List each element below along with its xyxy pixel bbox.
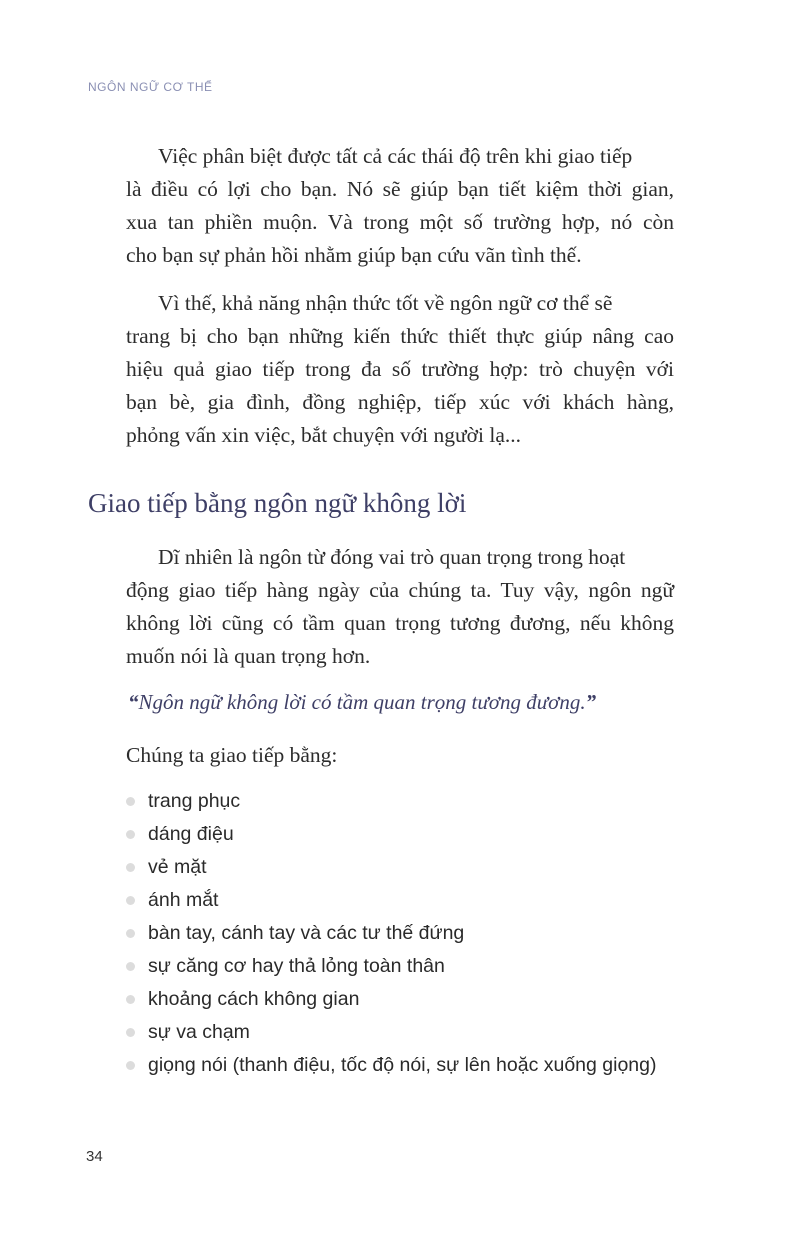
list-item-text: khoảng cách không gian bbox=[148, 988, 360, 1010]
bullet-icon bbox=[126, 1061, 135, 1070]
list-item bbox=[126, 983, 657, 1016]
section-heading: Giao tiếp bằng ngôn ngữ không lời bbox=[88, 488, 467, 518]
list-item-text: giọng nói (thanh điệu, tốc độ nói, sự lên hoặc xuống giọng) bbox=[148, 1054, 657, 1076]
paragraph-line: là điều có lợi cho bạn. Nó sẽ giúp bạn tiết kiệm thời gian, bbox=[126, 177, 674, 201]
list-item bbox=[126, 851, 657, 884]
bullet-icon bbox=[126, 830, 135, 839]
bullet-icon bbox=[126, 896, 135, 905]
list-item-text: vẻ mặt bbox=[148, 856, 207, 878]
list-item bbox=[126, 1016, 657, 1049]
paragraph-line: Dĩ nhiên là ngôn từ đóng vai trò quan trọng trong hoạt bbox=[158, 545, 626, 569]
section-paragraph bbox=[126, 541, 674, 673]
quote-text: Ngôn ngữ không lời có tầm quan trọng tương đương. bbox=[138, 690, 586, 714]
list-item bbox=[126, 884, 657, 917]
quote-close-mark: ” bbox=[585, 690, 597, 714]
page-number: 34 bbox=[86, 1148, 103, 1165]
paragraph-line: xua tan phiền muộn. Và trong một số trường hợp, nó còn bbox=[126, 210, 674, 234]
list-item-text: trang phục bbox=[148, 790, 241, 812]
list-intro: Chúng ta giao tiếp bằng: bbox=[126, 743, 338, 767]
paragraph-2 bbox=[126, 287, 674, 452]
paragraph-line: Việc phân biệt được tất cả các thái độ trên khi giao tiếp bbox=[158, 144, 633, 168]
paragraph-line: trang bị cho bạn những kiến thức thiết thực giúp nâng cao bbox=[126, 324, 674, 348]
paragraph-line: không lời cũng có tầm quan trọng tương đương, nếu không bbox=[126, 611, 674, 635]
bullet-icon bbox=[126, 929, 135, 938]
paragraph-line: hiệu quả giao tiếp trong đa số trường hợp: trò chuyện với bbox=[126, 357, 674, 381]
bullet-icon bbox=[126, 995, 135, 1004]
list-item bbox=[126, 1049, 657, 1082]
list-item-text: ánh mắt bbox=[148, 889, 219, 911]
pull-quote bbox=[128, 690, 596, 715]
bullet-icon bbox=[126, 1028, 135, 1037]
paragraph-line: muốn nói là quan trọng hơn. bbox=[126, 644, 371, 668]
bullet-list bbox=[126, 785, 657, 1082]
quote-open-mark: “ bbox=[128, 690, 139, 714]
list-item bbox=[126, 818, 657, 851]
list-item-text: dáng điệu bbox=[148, 823, 234, 845]
list-item bbox=[126, 785, 657, 818]
list-item-text: sự căng cơ hay thả lỏng toàn thân bbox=[148, 955, 445, 977]
paragraph-1 bbox=[126, 140, 674, 272]
paragraph-line: cho bạn sự phản hồi nhằm giúp bạn cứu vãn tình thế. bbox=[126, 243, 582, 267]
list-item-text: sự va chạm bbox=[148, 1021, 250, 1043]
bullet-icon bbox=[126, 797, 135, 806]
paragraph-line: phỏng vấn xin việc, bắt chuyện với người lạ... bbox=[126, 423, 522, 447]
list-item bbox=[126, 950, 657, 983]
list-item-text: bàn tay, cánh tay và các tư thế đứng bbox=[148, 922, 465, 944]
bullet-icon bbox=[126, 962, 135, 971]
paragraph-line: động giao tiếp hàng ngày của chúng ta. Tuy vậy, ngôn ngữ bbox=[126, 578, 674, 602]
paragraph-line: Vì thế, khả năng nhận thức tốt về ngôn ngữ cơ thể sẽ bbox=[158, 291, 613, 315]
bullet-icon bbox=[126, 863, 135, 872]
list-item bbox=[126, 917, 657, 950]
running-header: NGÔN NGỮ CƠ THỂ bbox=[88, 80, 213, 94]
paragraph-line: bạn bè, gia đình, đồng nghiệp, tiếp xúc với khách hàng, bbox=[126, 390, 674, 414]
